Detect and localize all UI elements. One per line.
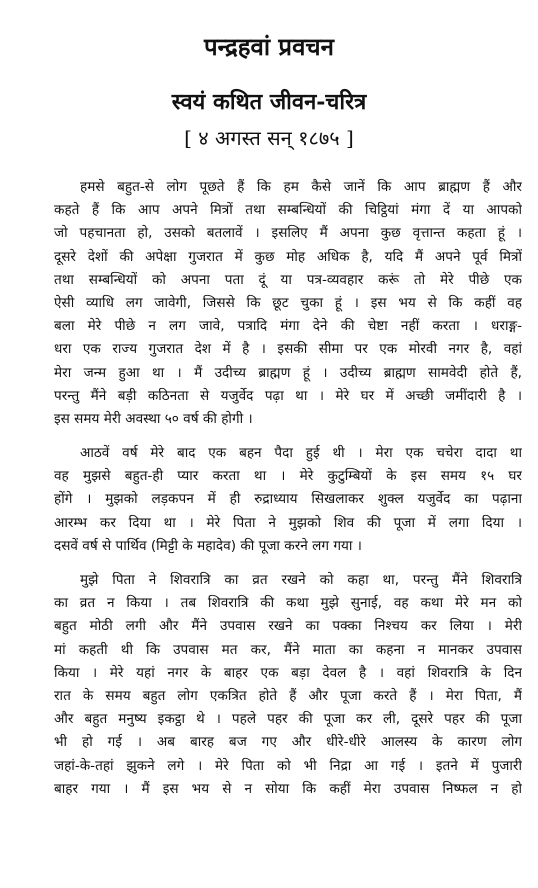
text-line: हमसे बहुत-से लोग पूछते हैं कि हम कैसे जानें कि आप ब्राह्मण हैं और <box>80 179 522 195</box>
text-line: परन्तु मैंने बड़ी कठिनता से यजुर्वेद पढ़ा था । मेरे घर में अच्छी जमींदारी है । <box>54 387 522 404</box>
text-line: बहुत मोठी लगी और मैंने उपवास रखने का पक्का निश्चय कर लिया । मेरी <box>54 618 522 635</box>
text-line: आरम्भ कर दिया था । मेरे पिता ने मुझको शिव की पूजा में लगा दिया । <box>54 514 522 531</box>
text-line: भी हो गई । अब बारह बज गए और धीरे-धीरे आलस्य के कारण लोग <box>54 734 522 751</box>
text-line: ऐसी व्याधि लग जावेगी, जिससे कि छूट चुका हूं । इस भय से कि कहीं वह <box>54 294 522 311</box>
text-line: जो पहचानता हो, उसको बतलावें । इसलिए मैं अपना कुछ वृत्तान्त कहता हूं । <box>54 225 522 242</box>
text-line: आठवें वर्ष मेरे बाद एक बहन पैदा हुई थी । मेरा एक चचेरा दादा था <box>80 445 522 462</box>
body-text <box>54 176 522 812</box>
text-line: मेरा जन्म हुआ था । मैं उदीच्य ब्राह्मण हूं । उदीच्य ब्राह्मण सामवेदी होते हैं, <box>54 364 522 381</box>
text-line: मुझे पिता ने शिवरात्रि का व्रत रखने को कहा था, परन्तु मैंने शिवरात्रि <box>80 572 522 588</box>
section-subtitle: स्वयं कथित जीवन-चरित्र <box>171 89 367 115</box>
text-line: इस समय मेरी अवस्था ५० वर्ष की होगी । <box>54 410 253 427</box>
text-line: रात के समय बहुत लोग एकत्रित होते हैं और पूजा करते हैं । मेरा पिता, मैं <box>54 687 522 704</box>
paragraph-1 <box>54 176 522 431</box>
text-line: जहां-के-तहां झुकने लगे । मेरे पिता को भी निद्रा आ गई । इतने में पुजारी <box>54 757 522 774</box>
text-line: दूसरे देशों की अपेक्षा गुजरात में कुछ मोह अधिक है, यदि मैं अपने पूर्व मित्रों <box>54 248 522 265</box>
text-line: मां कहती थी कि उपवास मत कर, मैंने माता का कहना न मानकर उपवास <box>54 641 522 658</box>
text-line: का व्रत न किया । तब शिवरात्रि की कथा मुझे सुनाई, वह कथा मेरे मन को <box>54 595 522 612</box>
text-line: होंगे । मुझको लड़कपन में ही रुद्राध्याय सिखलाकर शुक्ल यजुर्वेद का पढ़ाना <box>54 491 522 508</box>
text-line: कहते हैं कि आप अपने मित्रों तथा सम्बन्धियों की चिट्ठियां मंगा दें या आपको <box>54 202 522 219</box>
text-line: बाहर गया । मैं इस भय से न सोया कि कहीं मेरा उपवास निष्फल न हो <box>54 780 522 797</box>
paragraph-3 <box>54 569 522 801</box>
text-line: बला मेरे पीछे न लग जावे, पत्रादि मंगा देने की चेष्टा नहीं करता । धराङ्ग- <box>54 318 522 335</box>
chapter-title: पन्द्रहवां प्रवचन <box>203 32 334 61</box>
text-line: वह मुझसे बहुत-ही प्यार करता था । मेरे कुटुम्बियों के इस समय १५ घर <box>54 468 522 485</box>
text-line: और बहुत मनुष्य इकट्ठा थे । पहले पहर की पूजा कर ली, दूसरे पहर की पूजा <box>54 711 522 728</box>
text-line: धरा एक राज्य गुजरात देश में है । इसकी सीमा पर एक मोरवी नगर है, वहां <box>54 341 522 358</box>
paragraph-2 <box>54 442 522 558</box>
text-line: दसवें वर्ष से पार्थिव (मिट्टी के महादेव) की पूजा करने लग गया । <box>54 537 362 554</box>
text-line: किया । मेरे यहां नगर के बाहर एक बड़ा देवल है । वहां शिवरात्रि के दिन <box>54 664 522 681</box>
date-line: [ ४ अगस्त सन् १८७५ ] <box>184 126 354 150</box>
text-line: तथा सम्बन्धियों को अपना पता दूं या पत्र-व्यवहार करूं तो मेरे पीछे एक <box>54 271 522 288</box>
